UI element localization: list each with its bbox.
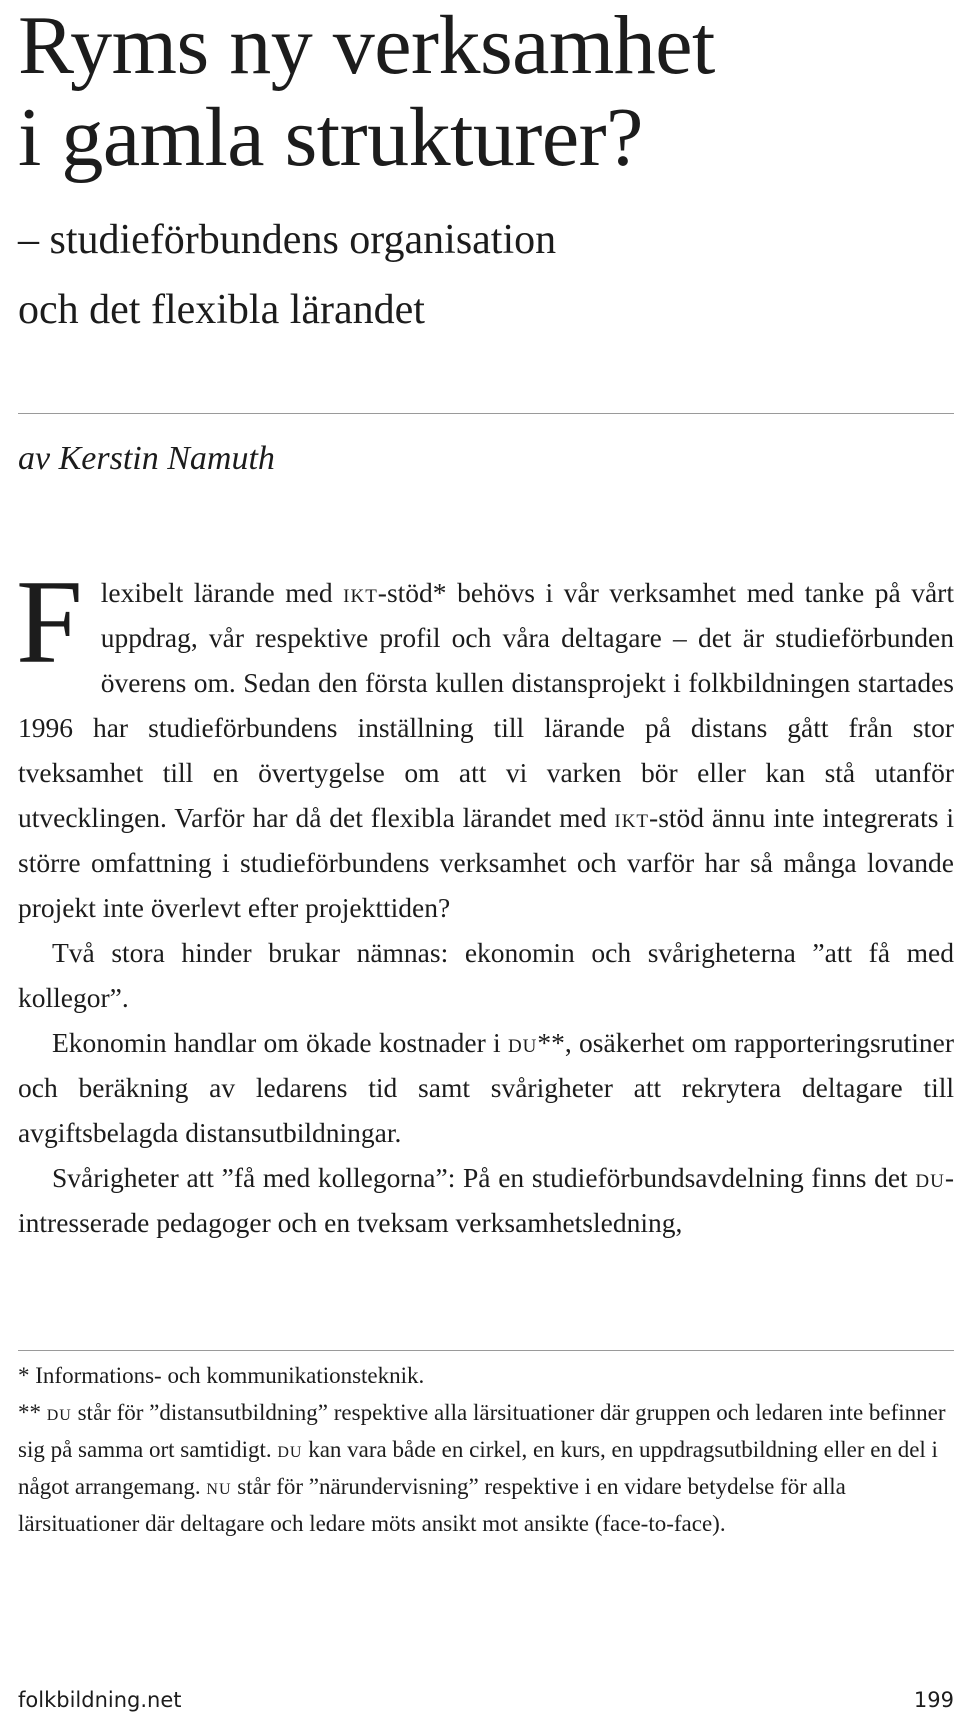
paragraph-1-text-c: -stöd ännu inte integrerats i större omfattning i studieförbundens verksamhet och varför har så många lovande projekt inte överlevt efter projekttiden? — [18, 802, 954, 923]
paragraph-3 — [18, 1020, 954, 1155]
paragraph-1 — [16, 555, 954, 930]
abbr-du: du — [915, 1162, 945, 1193]
paragraph-4-text-b: -intresserade pedagoger och en tveksam verksamhetsledning, — [18, 1162, 954, 1238]
footnote-2 — [18, 1394, 954, 1542]
paragraph-4 — [18, 1155, 954, 1245]
article-title — [18, 0, 715, 184]
abbr-du: du — [277, 1437, 303, 1462]
page-number: 199 — [913, 1688, 954, 1712]
paragraph-2: Två stora hinder brukar nämnas: ekonomin och svårigheterna ”att få med kollegor”. — [18, 937, 954, 1013]
abbr-nu: nu — [206, 1474, 232, 1499]
footnote-2-text-b: kan vara både en cirkel, en kurs, en uppdragsutbildning eller en del i något arrangemang. — [18, 1437, 938, 1499]
paragraph-4-text-a: Svårigheter att ”få med kollegorna”: På en studieförbundsavdelning finns det — [52, 1162, 916, 1193]
footer-site: folkbildning.net — [18, 1688, 182, 1712]
subtitle-line-2: och det flexibla lärandet — [18, 287, 425, 333]
footnote-2-text-c: står för ”närundervisning” respektive i en vidare betydelse för alla lärsituationer där deltagare och ledare möts ansikt mot ansikte (face-to-face). — [18, 1474, 846, 1536]
paragraph-1-text-b: -stöd* behövs i vår verksamhet med tanke på vårt uppdrag, vår respektive profil och våra deltagare – det är studieförbunden överens om. Sedan den första kullen distansprojekt i folkbildningen startades 1996 har studieförbundens inställning till lärande på distans gått från stor tveksamhet till en övertygelse om att vi varken bör eller kan stå utanför utvecklingen. Varför har då det flexibla lärandet med — [18, 577, 954, 833]
footnote-2-marker: ** — [18, 1400, 47, 1425]
page — [18, 0, 954, 1722]
footnotes — [18, 1357, 954, 1542]
footnote-divider — [18, 1350, 954, 1351]
article-body — [16, 555, 954, 1245]
paragraph-3-text-a: Ekonomin handlar om ökade kostnader i — [52, 1027, 508, 1058]
title-divider — [18, 413, 954, 414]
subtitle-line-1: – studieförbundens organisation — [18, 217, 557, 263]
title-line-2: i gamla strukturer? — [18, 91, 643, 184]
abbr-ikt: ikt — [343, 577, 378, 608]
footnote-2-text-a: står för ”distansutbildning” respektive alla lärsituationer där gruppen och ledaren inte befinner sig på samma ort samtidigt. — [18, 1400, 946, 1462]
title-line-1: Ryms ny verksamhet — [18, 0, 715, 92]
page-footer — [18, 1688, 954, 1722]
abbr-du: du — [507, 1027, 538, 1058]
paragraph-3-text-b: **, osäkerhet om rapporteringsrutiner och beräkning av ledarens tid samt svårigheter att rekrytera deltagare till avgiftsbelagda distansutbildningar. — [18, 1027, 954, 1148]
drop-cap: F — [16, 555, 83, 688]
footnote-1: * Informations- och kommunikationsteknik. — [18, 1363, 425, 1388]
abbr-ikt: ikt — [614, 802, 650, 833]
article-subtitle — [18, 205, 556, 345]
paragraph-1-text-a: lexibelt lärande med — [100, 577, 344, 608]
abbr-du: du — [46, 1400, 72, 1425]
byline: av Kerstin Namuth — [18, 440, 275, 477]
